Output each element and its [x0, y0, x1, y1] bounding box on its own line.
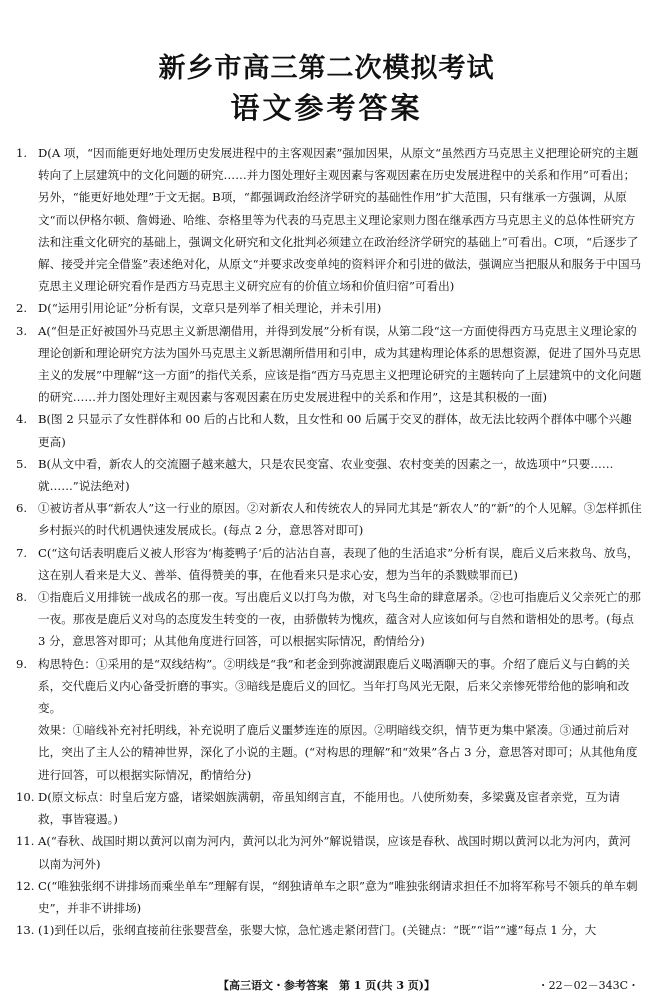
- answer-number: 7.: [16, 545, 28, 560]
- answer-number: 4.: [16, 412, 28, 427]
- answer-number: 1.: [16, 146, 28, 160]
- answer-item-10: [16, 786, 642, 830]
- answer-number: 11.: [16, 834, 35, 849]
- answer-text: B(图 2 只显示了女性群体和 00 后的占比和人数，且女性和 00 后属于交叉的群体，故无法比较两个群体中哪个兴趣更高): [38, 412, 632, 449]
- answer-text: D(A 项，“因而能更好地处理历史发展进程中的主客观因素”强加因果，从原文“虽然西方马克思主义把理论研究的主题转向了上层建筑中的文化问题的研究……并力图处理好主观因素与客观因素在历史发展进程中的关系和作用”可看出；另外，“能更好地处理”于文无据。B项，“都强调政治经济学研究的基础性作用”扩大范围，只有继承一方强调，从原文“而以伊格尔顿、詹姆逊、哈维、奈格里等为代表的马克思主义理论家则力图在继承西方马克思主义的总体性研究方法和注重文化研究的基础上，强调文化研究和文化批判必须建立在政治经济学研究的基础上”可看出。C项，“后逐步了解、接受并完全借鉴”表述绝对化，从原文“并要求改变单纯的资料评介和引进的做法，强调应当把服从和服务于中国马克思主义理论研究看作是西方马克思主义研究应有的价值立场和价值归宿”可看出): [38, 146, 642, 294]
- answer-text: C(“唯独张纲不讲排场而乘坐单车”理解有误，“纲独请单车之职”意为“唯独张纲请求担任不加将军称号不领兵的单车刺史”，并非不讲排场): [38, 878, 638, 915]
- answer-item-13: [16, 919, 642, 941]
- answer-number: 8.: [16, 590, 28, 605]
- answer-text: D(原文标点：时皇后宠方盛，诸梁姻族满朝，帝虽知纲言直，不能用也。八使所劾奏，多梁冀及宦者亲党，互为请救，事皆寝遏。): [38, 789, 620, 827]
- answer-text: C(“这句话表明鹿后义被人形容为‘梅菱鸭子’后的沾沾自喜，表现了他的生活追求”分析有误，鹿后义后来救鸟、放鸟，这在别人看来是大义、善举、值得赞美的事，在他看来只是求心安，想为当年的杀戮赎罪而已): [38, 545, 639, 582]
- answer-number: 5.: [16, 456, 28, 471]
- answer-number: 2.: [16, 301, 28, 316]
- answer-item-3: [16, 320, 642, 409]
- answer-list: [16, 142, 642, 941]
- answer-number: 9.: [16, 656, 28, 671]
- answer-text: A(“但是正好被国外马克思主义新思潮借用，并得到发展”分析有误，从第二段“这一方面使得西方马克思主义理论家的理论创新和理论研究方法为国外马克思主义新思潮所借用和引申，成为其建构理论体系的思想资源，促进了国外马克思主义的发展”中理解“这一方面”的指代关系，应该是指“西方马克思主义把理论研究的主题转向了上层建筑中的文化问题的研究……并力图处理好主观因素与客观因素在历史发展进程中的关系和作用”，这是其积极的一面): [38, 323, 642, 405]
- document-code: ・22－02－343C・: [537, 979, 639, 992]
- answer-item-1: [16, 142, 642, 297]
- answer-text: ①指鹿后义用排铳一战成名的那一夜。写出鹿后义以打鸟为傲，对飞鸟生命的肆意屠杀。②也可指鹿后义父亲死亡的那一夜。那夜是鹿后义对鸟的态度发生转变的一夜，由骄傲转为愧疚，蕴含对人应该如何与自然和谐相处的思考。(每点 3 分，意思答对即可；从其他角度进行回答，可以根据实际情况，酌情给分): [38, 590, 641, 649]
- answer-item-12: [16, 875, 642, 919]
- exam-title: 新乡市高三第二次模拟考试: [158, 53, 495, 84]
- page-footer: [0, 975, 653, 997]
- page-number-label: 【高三语文・参考答案 第 1 页(共 3 页)】: [217, 979, 436, 992]
- answer-number: 12.: [16, 878, 35, 893]
- answer-item-6: [16, 497, 642, 541]
- answer-number: 3.: [16, 323, 28, 338]
- answer-text: B(从文中看，新农人的交流圈子越来越大，只是农民变富、农业变强、农村变美的因素之一，故选项中“只要……就……”说法绝对): [38, 456, 614, 494]
- answer-item-4: [16, 408, 642, 452]
- answer-item-11: [16, 830, 642, 874]
- answer-key-title: 语文参考答案: [230, 91, 423, 125]
- answer-number: 13.: [16, 923, 35, 938]
- answer-effect-text: 效果：①暗线补充衬托明线，补充说明了鹿后义噩梦连连的原因。②明暗线交织，情节更为集中紧凑。③通过前后对比，突出了主人公的精神世界，深化了小说的主题。(“对构思的理解”和“效果”各占 3 分，意思答对即可；从其他角度进行回答，可以根据实际情况，酌情给分): [38, 723, 638, 782]
- answer-text: D(“运用引用论证”分析有误，文章只是列举了相关理论，并未引用): [38, 301, 382, 316]
- answer-item-8: [16, 586, 642, 653]
- answer-number: 6.: [16, 501, 28, 516]
- answer-text: 构思特色：①采用的是“双线结构”。②明线是“我”和老金到弥渡湖跟鹿后义喝酒聊天的事。介绍了鹿后义与白鹤的关系，交代鹿后义内心备受折磨的事实。③暗线是鹿后义的回忆。当年打鸟风光无限，后来父亲惨死带给他的影响和改变。: [38, 656, 630, 716]
- answer-item-5: [16, 453, 642, 497]
- answer-item-7: [16, 542, 642, 586]
- answer-item-9: [16, 653, 642, 786]
- answer-text: (1)到任以后，张纲直接前往张婴营垒，张婴大惊，急忙逃走紧闭营门。(关键点：“既”“诣”“遽”每点 1 分，大: [38, 923, 597, 938]
- answer-number: 10.: [16, 789, 35, 804]
- answer-text: A(“春秋、战国时期以黄河以南为河内，黄河以北为河外”解说错误，应该是春秋、战国时期以黄河以北为河内，黄河以南为河外): [38, 834, 631, 871]
- answer-item-2: [16, 297, 642, 319]
- answer-text: ①被访者从事“新农人”这一行业的原因。②对新农人和传统农人的异同尤其是“新农人”的“新”的个人见解。③怎样抓住乡村振兴的时代机遇快速发展成长。(每点 2 分，意思答对即可): [38, 501, 642, 538]
